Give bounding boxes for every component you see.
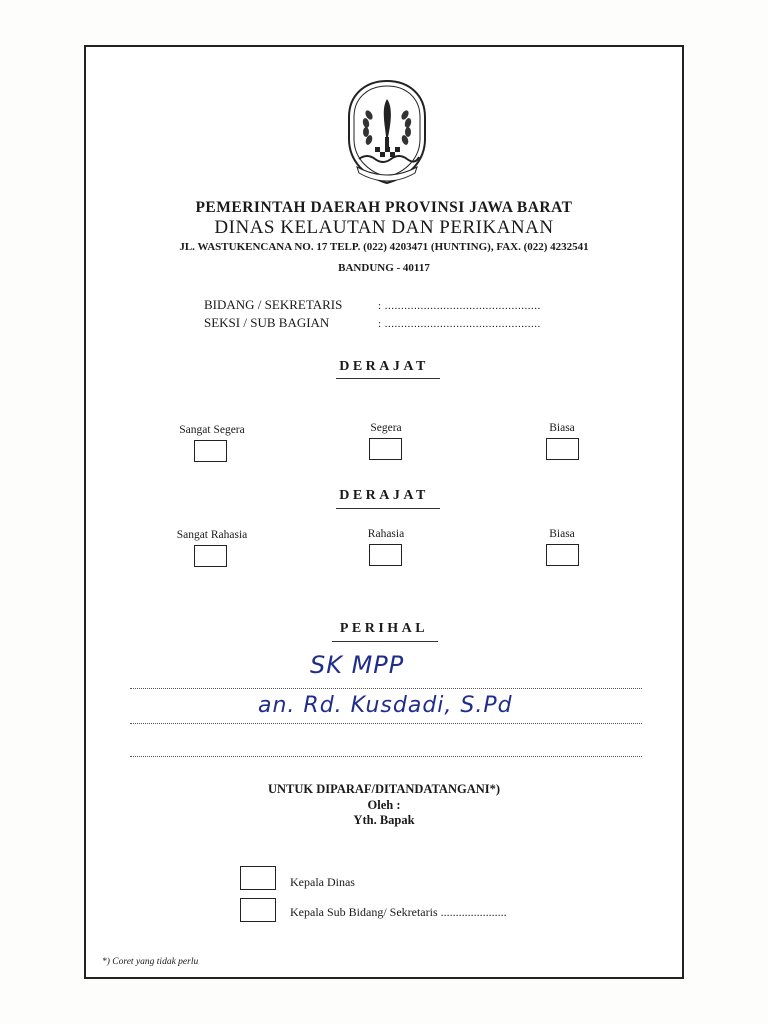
office-address: JL. WASTUKENCANA NO. 17 TELP. (022) 4203471 (HUNTING), FAX. (022) 4232541	[179, 241, 589, 253]
field-bidang	[204, 297, 541, 313]
classification-option-label: Rahasia	[367, 528, 405, 540]
classification-option-label: Sangat Rahasia	[176, 529, 248, 541]
government-name: PEMERINTAH DAERAH PROVINSI JAWA BARAT	[195, 199, 573, 216]
disposition-form	[84, 45, 684, 979]
field-value[interactable]: : ................................................	[378, 300, 541, 312]
sign-by: Oleh :	[367, 798, 401, 812]
office-city: BANDUNG - 40117	[338, 262, 430, 274]
sign-to: Yth. Bapak	[353, 813, 415, 827]
field-seksi	[204, 315, 541, 331]
footnote: *) Coret yang tidak perlu	[102, 957, 199, 967]
kepala-dinas-checkbox[interactable]	[240, 866, 276, 890]
urgency-title: DERAJAT	[339, 359, 429, 374]
classification-biasa-checkbox[interactable]	[546, 544, 579, 566]
kepala-dinas-label: Kepala Dinas	[290, 875, 355, 889]
department-name: DINAS KELAUTAN DAN PERIKANAN	[214, 217, 554, 238]
title-underline	[336, 508, 440, 509]
urgency-option-label: Sangat Segera	[179, 424, 245, 436]
urgency-option-label: Biasa	[549, 422, 575, 434]
classification-option-label: Biasa	[549, 528, 575, 540]
subject-handwritten-line-1[interactable]: SK MPP	[310, 651, 405, 679]
field-value[interactable]: : ................................................	[378, 318, 541, 330]
urgency-sangat-segera-checkbox[interactable]	[194, 440, 227, 462]
subject-line	[130, 723, 642, 724]
urgency-option-label: Segera	[370, 422, 402, 434]
classification-sangat-rahasia-checkbox[interactable]	[194, 545, 227, 567]
kepala-sub-bidang-checkbox[interactable]	[240, 898, 276, 922]
subject-line	[130, 756, 642, 757]
urgency-biasa-checkbox[interactable]	[546, 438, 579, 460]
sign-title: UNTUK DIPARAF/DITANDATANGANI*)	[267, 782, 501, 796]
classification-rahasia-checkbox[interactable]	[369, 544, 402, 566]
field-label: SEKSI / SUB BAGIAN	[204, 315, 330, 330]
classification-title: DERAJAT	[339, 488, 429, 503]
urgency-segera-checkbox[interactable]	[369, 438, 402, 460]
field-label: BIDANG / SEKRETARIS	[204, 297, 343, 312]
subject-line	[130, 688, 642, 689]
title-underline	[336, 378, 440, 379]
subject-handwritten-line-2[interactable]: an. Rd. Kusdadi, S.Pd	[258, 693, 513, 718]
provincial-emblem-logo	[345, 77, 429, 187]
kepala-sub-bidang-label: Kepala Sub Bidang/ Sekretaris ......................	[290, 905, 507, 919]
subject-title: PERIHAL	[339, 621, 429, 636]
title-underline	[332, 641, 438, 642]
